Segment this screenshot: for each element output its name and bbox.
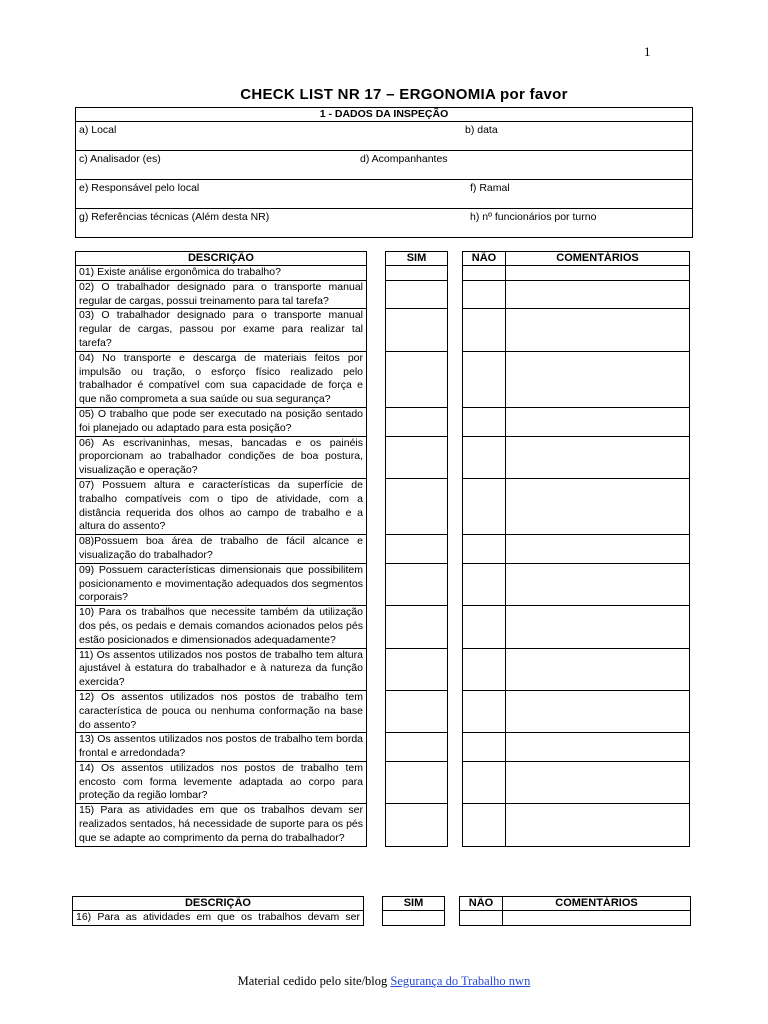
- answer-yes-cell[interactable]: [386, 266, 448, 281]
- question-row: [76, 804, 690, 846]
- answer-yes-cell[interactable]: [386, 563, 448, 605]
- comments-cell[interactable]: [506, 535, 690, 564]
- column-header-comments: COMENTÁRIOS: [506, 252, 690, 266]
- page-number: 1: [644, 44, 651, 59]
- field-references-label: g) Referências técnicas (Além desta NR): [79, 211, 270, 223]
- answer-no-cell[interactable]: [463, 309, 506, 351]
- question-row: [76, 648, 690, 690]
- question-description: 04) No transporte e descarga de materiais feitos por impulsão ou tração, o esforço físico realizado pelo trabalhador é compatível com sua capacidade de força e que não comprometa a sua saúde ou sua segurança?: [76, 351, 367, 407]
- field-local-label: a) Local: [79, 124, 117, 136]
- column-header-yes: SIM: [383, 897, 445, 911]
- answer-yes-cell[interactable]: [386, 804, 448, 846]
- checklist-table-continued: [72, 896, 691, 926]
- question-row: [76, 690, 690, 732]
- field-employees-label: h) nº funcionários por turno: [470, 211, 597, 223]
- info-row-local[interactable]: [76, 122, 693, 151]
- info-row-analyst[interactable]: [76, 151, 693, 180]
- question-row: [76, 535, 690, 564]
- question-description: 05) O trabalho que pode ser executado na posição sentado foi planejado ou adaptado para esta posição?: [76, 407, 367, 436]
- field-date-label: b) data: [465, 124, 498, 136]
- answer-no-cell[interactable]: [463, 351, 506, 407]
- answer-yes-cell[interactable]: [386, 280, 448, 309]
- question-description: 08)Possuem boa área de trabalho de fácil alcance e visualização do trabalhador?: [76, 535, 367, 564]
- answer-no-cell[interactable]: [463, 478, 506, 534]
- checklist-table: [75, 251, 690, 847]
- question-row: [76, 280, 690, 309]
- question-description: 12) Os assentos utilizados nos postos de trabalho tem característica de pouca ou nenhuma conformação na base do assento?: [76, 690, 367, 732]
- question-row: [76, 733, 690, 762]
- answer-yes-cell[interactable]: [383, 911, 445, 926]
- footer-text: Material cedido pelo site/blog: [237, 974, 391, 988]
- column-header-yes: SIM: [386, 252, 448, 266]
- comments-cell[interactable]: [506, 606, 690, 648]
- question-description: 03) O trabalhador designado para o transporte manual regular de cargas, passou por exame para realizar tal tarefa?: [76, 309, 367, 351]
- answer-no-cell[interactable]: [463, 407, 506, 436]
- document-title: CHECK LIST NR 17 – ERGONOMIA por favor: [240, 86, 568, 103]
- answer-yes-cell[interactable]: [386, 309, 448, 351]
- column-header-description: DESCRIÇÃO: [76, 252, 367, 266]
- answer-no-cell[interactable]: [463, 436, 506, 478]
- question-description: 01) Existe análise ergonômica do trabalho?: [76, 266, 367, 281]
- question-description: 14) Os assentos utilizados nos postos de trabalho tem encosto com forma levemente adaptada ao corpo para proteção da região lombar?: [76, 761, 367, 803]
- comments-cell[interactable]: [506, 804, 690, 846]
- comments-cell[interactable]: [506, 648, 690, 690]
- field-responsible-label: e) Responsável pelo local: [79, 182, 200, 194]
- question-row: [76, 407, 690, 436]
- question-row: [76, 266, 690, 281]
- comments-cell[interactable]: [506, 266, 690, 281]
- answer-no-cell[interactable]: [463, 733, 506, 762]
- column-header-description: DESCRIÇÃO: [73, 897, 364, 911]
- question-description: 07) Possuem altura e características da superfície de trabalho compatíveis com o tipo de atividade, com a distância requerida dos olhos ao campo de trabalho e a altura do assento?: [76, 478, 367, 534]
- question-row: [76, 309, 690, 351]
- question-row: [76, 606, 690, 648]
- column-header-comments: COMENTÁRIOS: [503, 897, 691, 911]
- footer: [0, 974, 768, 989]
- answer-yes-cell[interactable]: [386, 407, 448, 436]
- answer-yes-cell[interactable]: [386, 478, 448, 534]
- question-row: [76, 761, 690, 803]
- question-description: 11) Os assentos utilizados nos postos de trabalho tem altura ajustável à estatura do trabalhador e à natureza da função exercida?: [76, 648, 367, 690]
- answer-no-cell[interactable]: [463, 606, 506, 648]
- comments-cell[interactable]: [503, 911, 691, 926]
- comments-cell[interactable]: [506, 563, 690, 605]
- answer-yes-cell[interactable]: [386, 648, 448, 690]
- info-row-responsible[interactable]: [76, 180, 693, 209]
- answer-yes-cell[interactable]: [386, 690, 448, 732]
- info-row-references[interactable]: [76, 209, 693, 238]
- answer-yes-cell[interactable]: [386, 351, 448, 407]
- question-description: 16) Para as atividades em que os trabalhos devam ser: [73, 911, 364, 926]
- answer-no-cell[interactable]: [460, 911, 503, 926]
- question-row: [76, 478, 690, 534]
- section-header: 1 - DADOS DA INSPEÇÃO: [76, 108, 693, 122]
- comments-cell[interactable]: [506, 436, 690, 478]
- answer-no-cell[interactable]: [463, 563, 506, 605]
- comments-cell[interactable]: [506, 761, 690, 803]
- question-row: [76, 351, 690, 407]
- field-analyst-label: c) Analisador (es): [79, 153, 161, 165]
- answer-yes-cell[interactable]: [386, 606, 448, 648]
- field-extension-label: f) Ramal: [470, 182, 510, 194]
- question-description: 10) Para os trabalhos que necessite também da utilização dos pés, os pedais e demais comandos acionados pelos pés estão posicionados e dimensionados adequadamente?: [76, 606, 367, 648]
- comments-cell[interactable]: [506, 351, 690, 407]
- answer-no-cell[interactable]: [463, 266, 506, 281]
- question-description: 13) Os assentos utilizados nos postos de trabalho tem borda frontal e arredondada?: [76, 733, 367, 762]
- comments-cell[interactable]: [506, 309, 690, 351]
- answer-no-cell[interactable]: [463, 648, 506, 690]
- answer-no-cell[interactable]: [463, 690, 506, 732]
- answer-no-cell[interactable]: [463, 535, 506, 564]
- answer-no-cell[interactable]: [463, 761, 506, 803]
- answer-yes-cell[interactable]: [386, 761, 448, 803]
- inspection-data-table: [75, 107, 693, 238]
- answer-no-cell[interactable]: [463, 804, 506, 846]
- comments-cell[interactable]: [506, 280, 690, 309]
- comments-cell[interactable]: [506, 690, 690, 732]
- answer-yes-cell[interactable]: [386, 535, 448, 564]
- question-description: 02) O trabalhador designado para o transporte manual regular de cargas, possui treinamento para tal tarefa?: [76, 280, 367, 309]
- question-row: [76, 563, 690, 605]
- column-header-no: NÃO: [460, 897, 503, 911]
- answer-yes-cell[interactable]: [386, 733, 448, 762]
- question-description: 15) Para as atividades em que os trabalhos devam ser realizados sentados, há necessidade de suporte para os pés que se adapte ao comprimento da perna do trabalhador?: [76, 804, 367, 846]
- field-companions-label: d) Acompanhantes: [360, 153, 448, 165]
- answer-yes-cell[interactable]: [386, 436, 448, 478]
- question-description: 06) As escrivaninhas, mesas, bancadas e os painéis proporcionam ao trabalhador condições de boa postura, visualização e operação?: [76, 436, 367, 478]
- comments-cell[interactable]: [506, 478, 690, 534]
- column-header-no: NÃO: [463, 252, 506, 266]
- comments-cell[interactable]: [506, 407, 690, 436]
- question-row: [76, 436, 690, 478]
- answer-no-cell[interactable]: [463, 280, 506, 309]
- question-description: 09) Possuem características dimensionais que possibilitem posicionamento e movimentação adequados dos segmentos corporais?: [76, 563, 367, 605]
- footer-link[interactable]: Segurança do Trabalho nwn: [390, 974, 531, 988]
- comments-cell[interactable]: [506, 733, 690, 762]
